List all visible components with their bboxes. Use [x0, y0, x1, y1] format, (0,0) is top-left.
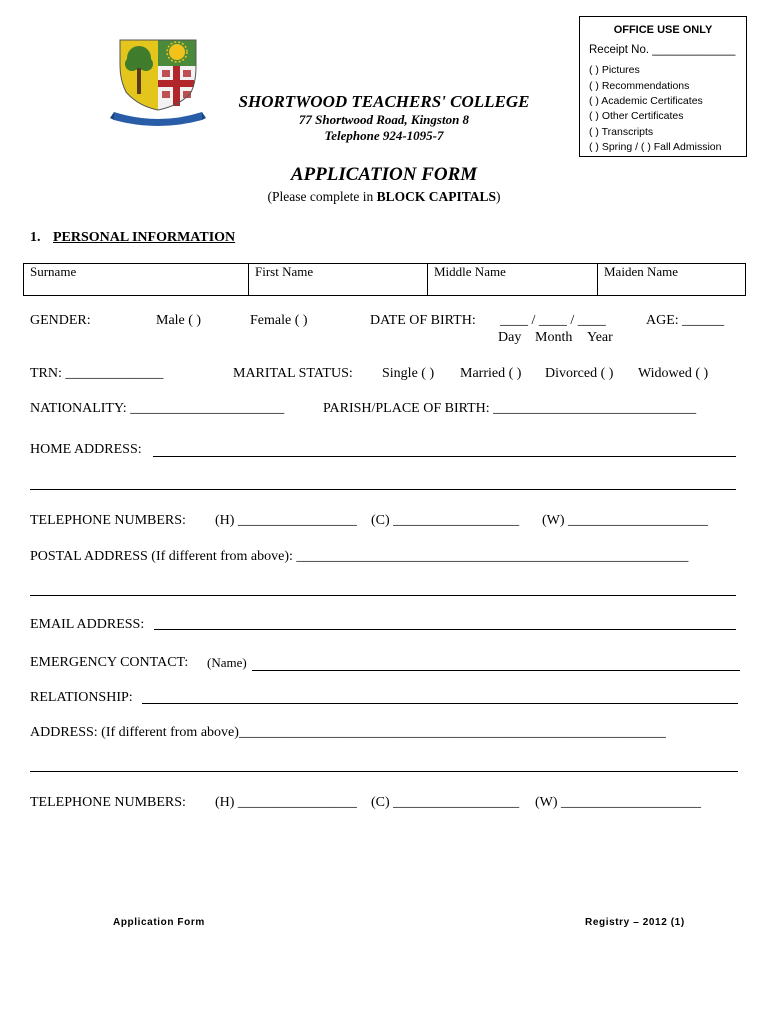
middle-name-label: Middle Name	[434, 264, 506, 279]
subtitle-prefix: (Please complete in	[267, 189, 377, 204]
receipt-number-field[interactable]: Receipt No. _____________	[589, 44, 736, 56]
office-item-admission-term[interactable]: ( ) Spring / ( ) Fall Admission	[589, 141, 722, 153]
footer-registry: Registry – 2012 (1)	[585, 917, 685, 928]
emergency-telephone-label: TELEPHONE NUMBERS:	[30, 795, 186, 810]
parish-of-birth-field[interactable]: PARISH/PLACE OF BIRTH: _____________________________	[323, 401, 697, 416]
subtitle-suffix: )	[496, 189, 501, 204]
nationality-field[interactable]: NATIONALITY: ______________________	[30, 401, 285, 416]
home-address-line-1[interactable]	[153, 456, 736, 457]
college-telephone: Telephone 924-1095-7	[324, 128, 444, 143]
office-item-pictures[interactable]: ( ) Pictures	[589, 64, 640, 76]
maiden-name-label: Maiden Name	[604, 264, 679, 279]
office-item-recommendations[interactable]: ( ) Recommendations	[589, 80, 690, 92]
emergency-address-field[interactable]: ADDRESS: (If different from above)_____________________________________________________________	[30, 725, 666, 740]
gender-male-option[interactable]: Male ( )	[156, 313, 202, 328]
emergency-cell-phone-field[interactable]: (C) __________________	[371, 795, 520, 810]
emergency-work-phone-field[interactable]: (W) ____________________	[535, 795, 702, 810]
telephone-numbers-label: TELEPHONE NUMBERS:	[30, 513, 186, 528]
section-title: PERSONAL INFORMATION	[53, 230, 236, 245]
office-item-transcripts[interactable]: ( ) Transcripts	[589, 126, 654, 138]
dob-year-label: Year	[587, 330, 613, 345]
subtitle-block-capitals: BLOCK CAPITALS	[376, 189, 496, 204]
date-of-birth-field[interactable]: ____ / ____ / ____	[500, 313, 606, 328]
date-of-birth-label: DATE OF BIRTH:	[370, 313, 476, 328]
office-use-title: OFFICE USE ONLY	[613, 24, 713, 36]
section-number: 1.	[30, 230, 41, 245]
home-address-line-2[interactable]	[30, 489, 736, 490]
maiden-name-cell[interactable]	[598, 264, 745, 295]
dob-day-label: Day	[498, 330, 522, 345]
marital-single-option[interactable]: Single ( )	[382, 366, 435, 381]
office-use-box	[579, 16, 747, 157]
first-name-label: First Name	[255, 264, 314, 279]
cell-phone-field[interactable]: (C) __________________	[371, 513, 520, 528]
postal-address-line-2[interactable]	[30, 595, 736, 596]
emergency-address-line-2[interactable]	[30, 771, 738, 772]
email-address-label: EMAIL ADDRESS:	[30, 617, 145, 632]
work-phone-field[interactable]: (W) ____________________	[542, 513, 709, 528]
postal-address-field[interactable]: POSTAL ADDRESS (If different from above): ________________________________________________________	[30, 549, 689, 564]
gender-label: GENDER:	[30, 313, 91, 328]
emergency-contact-name-line[interactable]	[252, 670, 740, 671]
surname-cell[interactable]	[24, 264, 249, 295]
footer-form-name: Application Form	[113, 917, 205, 928]
office-item-other-certificates[interactable]: ( ) Other Certificates	[589, 110, 684, 122]
emergency-contact-label: EMERGENCY CONTACT:	[30, 655, 189, 670]
relationship-label: RELATIONSHIP:	[30, 690, 133, 705]
marital-divorced-option[interactable]: Divorced ( )	[545, 366, 614, 381]
marital-widowed-option[interactable]: Widowed ( )	[638, 366, 709, 381]
home-phone-field[interactable]: (H) _________________	[215, 513, 357, 528]
form-title: APPLICATION FORM	[290, 164, 478, 185]
trn-field[interactable]: TRN: ______________	[30, 366, 164, 381]
first-name-cell[interactable]	[249, 264, 428, 295]
relationship-line[interactable]	[142, 703, 738, 704]
middle-name-cell[interactable]	[428, 264, 597, 295]
home-address-label: HOME ADDRESS:	[30, 442, 142, 457]
marital-status-label: MARITAL STATUS:	[233, 366, 353, 381]
gender-female-option[interactable]: Female ( )	[250, 313, 308, 328]
email-address-line[interactable]	[154, 629, 736, 630]
marital-married-option[interactable]: Married ( )	[460, 366, 522, 381]
emergency-home-phone-field[interactable]: (H) _________________	[215, 795, 357, 810]
surname-label: Surname	[30, 264, 77, 279]
age-field[interactable]: AGE: ______	[646, 313, 725, 328]
form-subtitle	[0, 189, 768, 205]
college-address: 77 Shortwood Road, Kingston 8	[298, 112, 470, 127]
dob-month-label: Month	[535, 330, 573, 345]
office-item-academic-certificates[interactable]: ( ) Academic Certificates	[589, 95, 703, 107]
college-name: SHORTWOOD TEACHERS' COLLEGE	[238, 92, 530, 111]
emergency-contact-name-label: (Name)	[207, 655, 247, 670]
name-table	[23, 263, 746, 296]
